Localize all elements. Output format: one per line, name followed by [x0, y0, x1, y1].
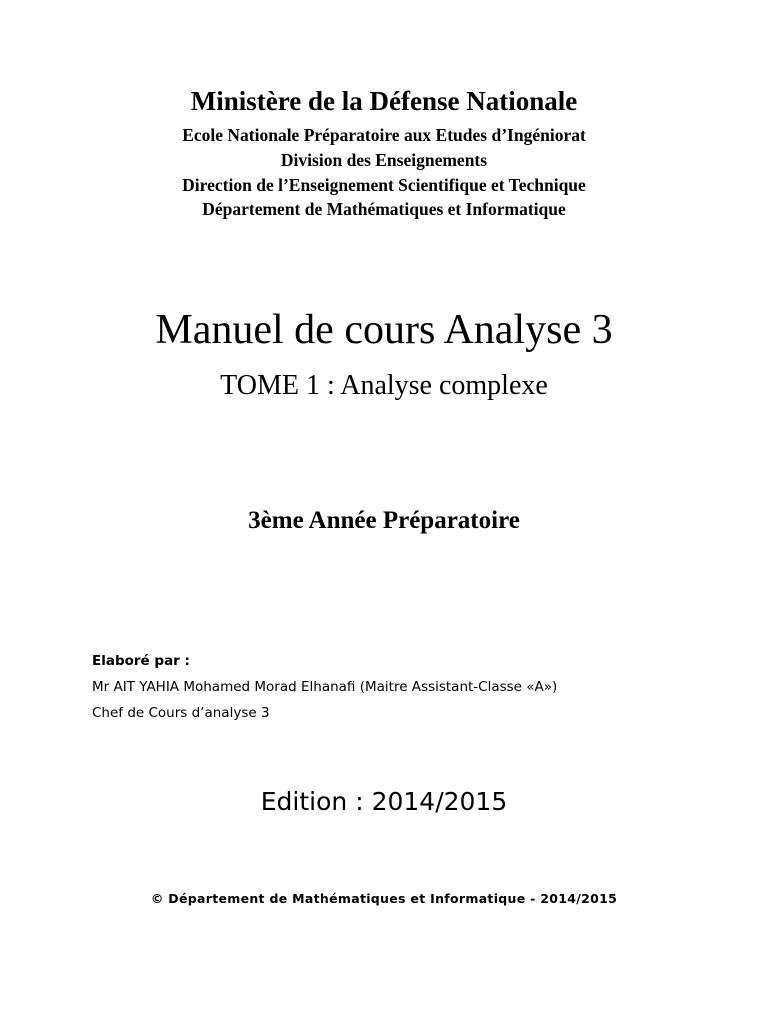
author-role: Chef de Cours d’analyse 3 [92, 705, 270, 721]
edition-text: Edition : 2014/2015 [260, 787, 508, 816]
academic-level: 3ème Année Préparatoire [248, 507, 520, 534]
author-label: Elaboré par : [92, 653, 190, 669]
ministry-heading: Ministère de la Défense Nationale [190, 86, 578, 116]
author-name: Mr AIT YAHIA Mohamed Morad Elhanafi (Maitre Assistant-Classe «A») [92, 679, 558, 695]
institution-line-direction: Direction de l’Enseignement Scientifique et Technique [182, 175, 586, 195]
institution-line-school: Ecole Nationale Préparatoire aux Etudes d’Ingéniorat [182, 125, 586, 145]
institution-line-division: Division des Enseignements [280, 150, 488, 170]
copyright-notice: © Département de Mathématiques et Informatique - 2014/2015 [150, 891, 618, 906]
document-subtitle: TOME 1 : Analyse complexe [220, 370, 548, 401]
institution-line-department: Département de Mathématiques et Informatique [202, 199, 566, 219]
document-title: Manuel de cours Analyse 3 [155, 307, 613, 353]
